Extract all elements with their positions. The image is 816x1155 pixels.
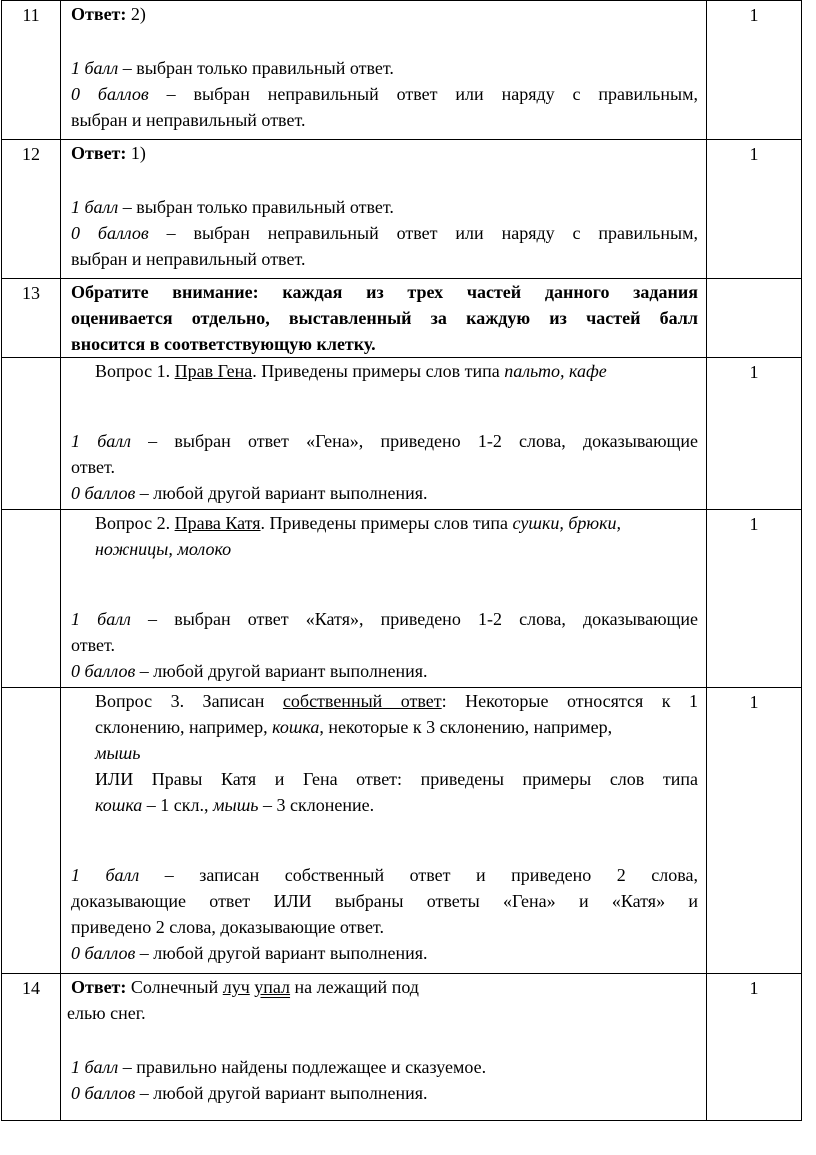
- one-point-criterion: 1 балл – записан собственный ответ и приведено 2 слова,: [71, 865, 698, 885]
- answer-line-cont: елью снег.: [67, 1003, 146, 1023]
- question-line: Вопрос 1. Прав Гена. Приведены примеры слов типа пальто, кафе: [95, 361, 607, 381]
- one-point-criterion-cont: ответ.: [71, 457, 116, 477]
- criteria-cell: [61, 358, 707, 510]
- points-cell: [707, 358, 802, 510]
- question-line-5: кошка – 1 скл., мышь – 3 склонение.: [95, 795, 375, 815]
- subject-word: луч: [222, 977, 250, 997]
- points-cell: [707, 510, 802, 688]
- table-row: [2, 974, 802, 1121]
- question-line-3: мышь: [95, 743, 141, 763]
- one-point-criterion: 1 балл – выбран ответ «Катя», приведено 1-2 слова, доказывающие: [71, 609, 698, 629]
- points-value: 1: [749, 362, 759, 382]
- one-point-criterion: 1 балл – выбран только правильный ответ.: [71, 58, 394, 78]
- points-cell: [707, 279, 802, 358]
- zero-points-criterion-cont: выбран и неправильный ответ.: [71, 110, 306, 130]
- answer-label: Ответ:: [71, 977, 127, 997]
- points-cell: [707, 974, 802, 1121]
- one-point-criterion: 1 балл – выбран только правильный ответ.: [71, 197, 394, 217]
- task-number-cell: [2, 358, 61, 510]
- points-value: 1: [749, 144, 759, 164]
- task-number-cell: [2, 510, 61, 688]
- question-line: Вопрос 2. Права Катя. Приведены примеры слов типа сушки, брюки,: [95, 513, 622, 533]
- grading-table: [1, 0, 802, 1121]
- zero-points-criterion-cont: выбран и неправильный ответ.: [71, 249, 306, 269]
- one-point-criterion-cont: приведено 2 слова, доказывающие ответ.: [71, 917, 384, 937]
- task-number: 14: [22, 978, 40, 998]
- zero-points-criterion: 0 баллов – выбран неправильный ответ или наряду с правильным,: [71, 223, 698, 243]
- question-line-cont: ножницы, молоко: [95, 539, 232, 559]
- answer-value: 1): [126, 143, 146, 163]
- question-line-2: склонению, например, кошка, некоторые к 3 склонению, например,: [95, 717, 613, 737]
- zero-points-criterion: 0 баллов – любой другой вариант выполнения.: [71, 483, 428, 503]
- criteria-cell: [61, 688, 707, 974]
- answer-line: Ответ: Солнечный луч упал на лежащий под: [71, 977, 419, 997]
- table-row: [2, 358, 802, 510]
- answer-label: Ответ:: [71, 143, 127, 163]
- criteria-cell: [61, 974, 707, 1121]
- zero-points-criterion: 0 баллов – выбран неправильный ответ или наряду с правильным,: [71, 84, 698, 104]
- points-value: 1: [749, 514, 759, 534]
- task-number-cell: [2, 974, 61, 1121]
- task-number: 11: [22, 5, 40, 25]
- points-cell: [707, 688, 802, 974]
- points-cell: [707, 140, 802, 279]
- task-number: 13: [22, 283, 40, 303]
- answer-line: [71, 140, 698, 166]
- one-point-criterion-cont: доказывающие ответ ИЛИ выбраны ответы «Гена» и «Катя» и: [71, 891, 698, 911]
- notice-cell: [61, 279, 707, 358]
- criteria-cell: [61, 140, 707, 279]
- predicate-word: упал: [254, 977, 291, 997]
- task-number-cell: [2, 140, 61, 279]
- table-row: [2, 140, 802, 279]
- points-value: 1: [749, 978, 759, 998]
- zero-points-criterion: 0 баллов – любой другой вариант выполнения.: [71, 943, 428, 963]
- answer-line: [71, 1, 698, 27]
- criteria-cell: [61, 510, 707, 688]
- task-number-cell: [2, 1, 61, 140]
- points-cell: [707, 1, 802, 140]
- points-value: 1: [749, 5, 759, 25]
- answer-value: 2): [126, 4, 146, 24]
- one-point-criterion: 1 балл – выбран ответ «Гена», приведено 1-2 слова, доказывающие: [71, 431, 699, 451]
- table-row: [2, 1, 802, 140]
- answer-label: Ответ:: [71, 4, 127, 24]
- table-row: [2, 688, 802, 974]
- points-value: 1: [749, 692, 759, 712]
- task-number-cell: [2, 688, 61, 974]
- one-point-criterion: 1 балл – правильно найдены подлежащее и сказуемое.: [71, 1057, 487, 1077]
- task-number-cell: [2, 279, 61, 358]
- notice-text: Обратите внимание: каждая из трех частей данного задания оценивается отдельно, выставленный за каждую из частей балл вносится в соответствующую клетку.: [71, 282, 698, 354]
- table-row: [2, 510, 802, 688]
- one-point-criterion-cont: ответ.: [71, 635, 116, 655]
- question-line-4: ИЛИ Правы Катя и Гена ответ: приведены примеры слов типа: [95, 769, 698, 789]
- table-row: [2, 279, 802, 358]
- zero-points-criterion: 0 баллов – любой другой вариант выполнения.: [71, 661, 428, 681]
- zero-points-criterion: 0 баллов – любой другой вариант выполнения.: [71, 1083, 428, 1103]
- criteria-cell: [61, 1, 707, 140]
- task-number: 12: [22, 144, 40, 164]
- question-line: Вопрос 3. Записан собственный ответ: Некоторые относятся к 1: [95, 691, 698, 711]
